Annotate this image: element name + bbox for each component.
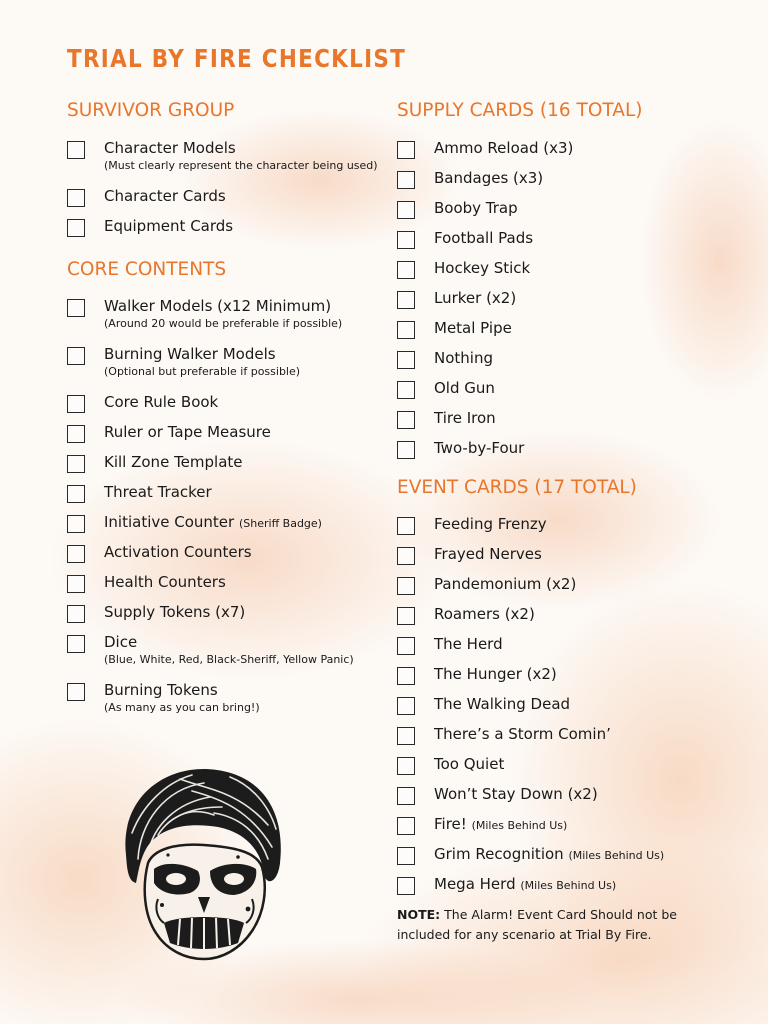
item-label — [434, 813, 687, 837]
checklist-item-booby-trap — [397, 197, 687, 227]
item-label — [104, 451, 377, 473]
item-label — [434, 603, 687, 625]
item-note: (As many as you can bring!) — [104, 701, 260, 714]
checklist-item-mega-herd — [397, 873, 687, 903]
item-label-text: Walker Models (x12 Minimum) — [104, 297, 332, 315]
item-label — [434, 347, 687, 369]
checklist-item-kill-zone-template — [67, 451, 377, 481]
item-label — [434, 633, 687, 655]
item-label-text: Initiative Counter — [104, 513, 235, 531]
item-label — [434, 377, 687, 399]
checkbox[interactable] — [67, 141, 85, 159]
item-label — [104, 541, 377, 563]
checklist-item-pandemonium-x2 — [397, 573, 687, 603]
checklist-item-equipment-cards — [67, 215, 377, 245]
checklist-item-metal-pipe — [397, 317, 687, 347]
checkbox[interactable] — [397, 877, 415, 895]
checkbox[interactable] — [397, 381, 415, 399]
checkbox[interactable] — [397, 607, 415, 625]
item-label-text: Core Rule Book — [104, 393, 219, 411]
item-label-text: Won’t Stay Down (x2) — [434, 785, 598, 803]
checkbox[interactable] — [397, 411, 415, 429]
checklist-item-tire-iron — [397, 407, 687, 437]
checklist-item-the-herd — [397, 633, 687, 663]
item-label — [434, 197, 687, 219]
checklist-item-burning-tokens — [67, 679, 377, 727]
footnote-prefix: NOTE: — [397, 907, 441, 922]
event-cards-list — [397, 513, 687, 903]
checkbox[interactable] — [67, 455, 85, 473]
item-label — [434, 753, 687, 775]
item-label-text: The Walking Dead — [434, 695, 571, 713]
checklist-item-old-gun — [397, 377, 687, 407]
item-label — [104, 295, 377, 317]
checkbox[interactable] — [397, 667, 415, 685]
item-label — [104, 679, 377, 701]
checkbox[interactable] — [397, 847, 415, 865]
checkbox[interactable] — [67, 575, 85, 593]
item-label-text: Old Gun — [434, 379, 495, 397]
checklist-item-fire — [397, 813, 687, 843]
item-label-text: Burning Tokens — [104, 681, 218, 699]
item-label-text: Hockey Stick — [434, 259, 531, 277]
checkbox[interactable] — [397, 231, 415, 249]
item-label — [434, 407, 687, 429]
item-label-text: Grim Recognition — [434, 845, 564, 863]
checkbox[interactable] — [397, 577, 415, 595]
checklist-item-wont-stay-down-x2 — [397, 783, 687, 813]
checkbox[interactable] — [67, 635, 85, 653]
item-label-text: Health Counters — [104, 573, 226, 591]
item-label — [434, 543, 687, 565]
checkbox[interactable] — [397, 201, 415, 219]
checklist-item-threat-tracker — [67, 481, 377, 511]
item-label — [434, 513, 687, 535]
checklist-item-bandages-x3 — [397, 167, 687, 197]
checkbox[interactable] — [397, 441, 415, 459]
checkbox[interactable] — [67, 605, 85, 623]
item-label-text: Ammo Reload (x3) — [434, 139, 574, 157]
core-contents-list — [67, 295, 377, 727]
item-label-text: Character Models — [104, 139, 236, 157]
item-label-text: Threat Tracker — [104, 483, 212, 501]
item-label-text: Equipment Cards — [104, 217, 234, 235]
item-label-text: Kill Zone Template — [104, 453, 243, 471]
item-inline-note: (Miles Behind Us) — [568, 849, 665, 862]
checklist-item-activation-counters — [67, 541, 377, 571]
item-label-text: Feeding Frenzy — [434, 515, 547, 533]
checklist-item-ammo-reload-x3 — [397, 137, 687, 167]
left-column — [67, 98, 377, 727]
section-heading-supply-cards: SUPPLY CARDS (16 TOTAL) — [397, 100, 643, 121]
section-heading-event-cards: EVENT CARDS (17 TOTAL) — [397, 477, 637, 498]
item-label — [434, 137, 687, 159]
item-note: (Around 20 would be preferable if possible) — [104, 317, 343, 330]
checklist-item-too-quiet — [397, 753, 687, 783]
item-label-text: Dice — [104, 633, 138, 651]
item-label — [104, 631, 377, 653]
item-label — [434, 723, 687, 745]
item-label-text: Mega Herd — [434, 875, 516, 893]
item-note: (Optional but preferable if possible) — [104, 365, 301, 378]
item-label-text: There’s a Storm Comin’ — [434, 725, 611, 743]
item-label — [434, 573, 687, 595]
checklist-item-initiative-counter — [67, 511, 377, 541]
item-label — [434, 843, 687, 867]
item-label — [434, 783, 687, 805]
item-label — [434, 227, 687, 249]
checklist-item-two-by-four — [397, 437, 687, 467]
item-label — [434, 693, 687, 715]
item-label — [104, 343, 377, 365]
checklist-item-roamers-x2 — [397, 603, 687, 633]
checkbox[interactable] — [397, 547, 415, 565]
page-title: TRIAL BY FIRE CHECKLIST — [67, 44, 407, 73]
item-label-text: Nothing — [434, 349, 493, 367]
item-label-text: Roamers (x2) — [434, 605, 535, 623]
checkbox[interactable] — [67, 683, 85, 701]
item-label — [104, 137, 377, 159]
item-label-text: Football Pads — [434, 229, 534, 247]
checklist-item-health-counters — [67, 571, 377, 601]
checkbox[interactable] — [67, 347, 85, 365]
checkbox[interactable] — [397, 817, 415, 835]
checkbox[interactable] — [397, 697, 415, 715]
item-inline-note: (Miles Behind Us) — [471, 819, 568, 832]
checkbox[interactable] — [397, 321, 415, 339]
checkbox[interactable] — [67, 395, 85, 413]
supply-cards-list — [397, 137, 687, 467]
item-note: (Blue, White, Red, Black-Sheriff, Yellow Panic) — [104, 653, 354, 666]
item-label-text: The Herd — [434, 635, 503, 653]
checklist-item-character-cards — [67, 185, 377, 215]
item-label — [434, 663, 687, 685]
item-label-text: The Hunger (x2) — [434, 665, 557, 683]
checkbox[interactable] — [397, 141, 415, 159]
checklist-item-grim-recognition — [397, 843, 687, 873]
item-label — [434, 287, 687, 309]
item-label-text: Activation Counters — [104, 543, 252, 561]
checkbox[interactable] — [67, 425, 85, 443]
checkbox[interactable] — [397, 757, 415, 775]
item-label — [104, 481, 377, 503]
checklist-item-lurker-x2 — [397, 287, 687, 317]
checkbox[interactable] — [67, 545, 85, 563]
survivor-group-section — [67, 98, 377, 245]
item-label-text: Tire Iron — [434, 409, 496, 427]
item-label — [434, 257, 687, 279]
item-label — [434, 317, 687, 339]
checklist-item-theres-a-storm-comin — [397, 723, 687, 753]
supply-cards-section — [397, 98, 687, 467]
item-inline-note: (Miles Behind Us) — [520, 879, 617, 892]
checklist-item-burning-walker-models — [67, 343, 377, 391]
checkbox[interactable] — [397, 351, 415, 369]
item-label-text: Pandemonium (x2) — [434, 575, 577, 593]
item-label-text: Supply Tokens (x7) — [104, 603, 246, 621]
checkbox[interactable] — [67, 299, 85, 317]
checkbox[interactable] — [67, 485, 85, 503]
checkbox[interactable] — [67, 189, 85, 207]
item-label-text: Too Quiet — [434, 755, 505, 773]
section-heading-survivor-group: SURVIVOR GROUP — [67, 100, 235, 121]
checklist-item-walker-models-x12-minimum — [67, 295, 377, 343]
item-label-text: Booby Trap — [434, 199, 518, 217]
item-inline-note: (Sheriff Badge) — [238, 517, 322, 530]
item-label-text: Character Cards — [104, 187, 226, 205]
item-label-text: Fire! — [434, 815, 467, 833]
checklist-item-supply-tokens-x7 — [67, 601, 377, 631]
item-label-text: Two-by-Four — [434, 439, 525, 457]
checklist-item-the-walking-dead — [397, 693, 687, 723]
footnote-text: The Alarm! Event Card Should not be included for any scenario at Trial By Fire. — [397, 907, 678, 942]
checklist-item-hockey-stick — [397, 257, 687, 287]
checkbox[interactable] — [397, 787, 415, 805]
item-label — [104, 511, 377, 535]
item-label — [104, 391, 377, 413]
item-label — [434, 167, 687, 189]
core-contents-section — [67, 257, 377, 727]
item-note: (Must clearly represent the character being used) — [104, 159, 378, 172]
checkbox[interactable] — [397, 291, 415, 309]
item-label-text: Lurker (x2) — [434, 289, 517, 307]
checkbox[interactable] — [397, 517, 415, 535]
item-label-text: Metal Pipe — [434, 319, 512, 337]
item-label — [434, 437, 687, 459]
survivor-group-list — [67, 137, 377, 245]
item-label-text: Ruler or Tape Measure — [104, 423, 271, 441]
footnote — [397, 905, 677, 945]
item-label — [104, 185, 377, 207]
section-heading-core-contents: CORE CONTENTS — [67, 259, 227, 280]
item-label — [104, 215, 377, 237]
checklist-item-dice — [67, 631, 377, 679]
item-label-text: Frayed Nerves — [434, 545, 542, 563]
checklist-item-nothing — [397, 347, 687, 377]
checklist-item-the-hunger-x2 — [397, 663, 687, 693]
right-column — [397, 98, 687, 945]
checkbox[interactable] — [67, 219, 85, 237]
checkbox[interactable] — [397, 637, 415, 655]
item-label — [104, 421, 377, 443]
checklist-item-core-rule-book — [67, 391, 377, 421]
item-label — [104, 601, 377, 623]
event-cards-section — [397, 475, 687, 903]
item-label-text: Bandages (x3) — [434, 169, 544, 187]
checkbox[interactable] — [397, 261, 415, 279]
item-label — [104, 571, 377, 593]
checklist-item-character-models — [67, 137, 377, 185]
checklist-item-football-pads — [397, 227, 687, 257]
checklist-item-feeding-frenzy — [397, 513, 687, 543]
checklist-item-ruler-or-tape-measure — [67, 421, 377, 451]
walker-skull-icon — [118, 763, 288, 963]
item-label — [434, 873, 687, 897]
checklist-item-frayed-nerves — [397, 543, 687, 573]
item-label-text: Burning Walker Models — [104, 345, 276, 363]
checkbox[interactable] — [397, 727, 415, 745]
checkbox[interactable] — [67, 515, 85, 533]
checkbox[interactable] — [397, 171, 415, 189]
